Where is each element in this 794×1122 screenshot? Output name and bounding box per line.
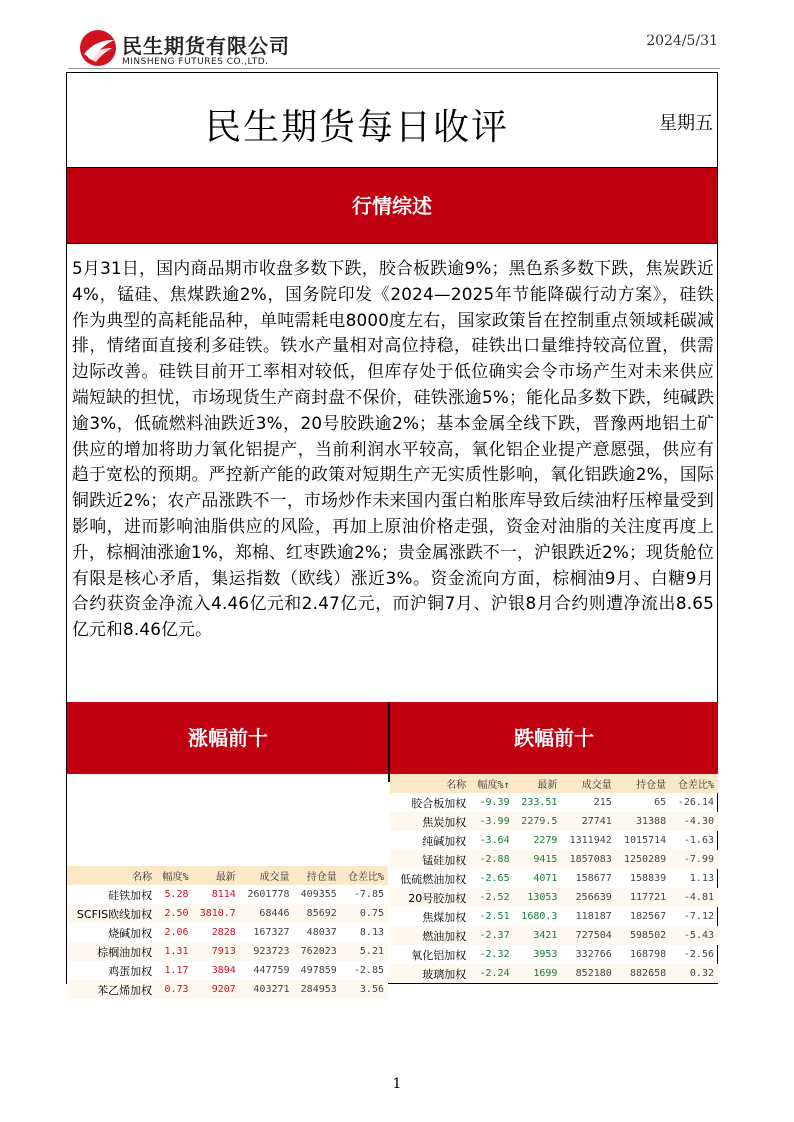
oi-change-pct: -26.14 xyxy=(677,797,714,808)
oi-change-pct: 0.32 xyxy=(670,964,718,983)
change-pct: 1.17 xyxy=(164,965,189,976)
latest-price: 1680.3 xyxy=(521,911,558,922)
open-interest: 409355 xyxy=(300,889,337,900)
volume: 1311942 xyxy=(569,835,612,846)
change-pct: 2.06 xyxy=(164,927,189,938)
change-pct: -2.24 xyxy=(470,964,513,983)
table-row[interactable] xyxy=(67,923,388,942)
table-row[interactable] xyxy=(390,869,718,888)
volume: 167327 xyxy=(253,927,290,938)
contract-name: 焦煤加权 xyxy=(422,910,467,924)
table-row[interactable] xyxy=(67,961,388,980)
latest-price: 2828 xyxy=(211,927,236,938)
latest-price: 3894 xyxy=(211,965,236,976)
latest-price: 3421 xyxy=(514,926,562,945)
latest-price: 9415 xyxy=(514,850,562,869)
column-header[interactable]: 仓差比% xyxy=(670,774,718,793)
gainers-table xyxy=(67,866,388,999)
latest-price: 7913 xyxy=(193,942,240,961)
table-row[interactable] xyxy=(390,793,718,812)
change-pct: -3.99 xyxy=(470,812,513,831)
change-pct: 1.31 xyxy=(156,942,192,961)
table-row[interactable] xyxy=(390,945,718,964)
change-pct: -3.64 xyxy=(479,835,510,846)
contract-name: 氧化铝加权 xyxy=(411,948,467,962)
column-divider xyxy=(388,702,390,782)
oi-change-pct: 3.56 xyxy=(341,980,388,999)
oi-change-pct: -5.43 xyxy=(670,926,718,945)
page-title: 民生期货每日收评 xyxy=(204,107,509,148)
overview-paragraph: 5月31日，国内商品期市收盘多数下跌，胶合板跌逾9%；黑色系多数下跌，焦炭跌近4%，锰硅、焦煤跌逾2%，国务院印发《2024—2025年节能降碳行动方案》，硅铁作为典型的高耗能品种，单吨需耗电8000度左右，国家政策旨在控制重点领域耗碳减排，情绪面直接利多硅铁。铁水产量相对高位持稳，硅铁出口量维持较高位置，供需边际改善。硅铁目前开工率相对较低，但库存处于低位确实会令市场产生对未来供应端短缺的担忧，市场现货生产商封盘不保价，硅铁涨逾5%；能化品多数下跌，纯碱跌逾3%，低硫燃料油跌近3%，20号胶跌逾2%；基本金属全线下跌，晋豫两地铝土矿供应的增加将助力氧化铝提产，当前利润水平较高，氧化铝企业提产意愿强，供应有趋于宽松的预期。严控新产能的政策对短期生产无实质性影响，氧化铝跌逾2%，国际铜跌近2%；农产品涨跌不一，市场炒作未来国内蛋白粕胀库导致后续油籽压榨量受到影响，进而影响油脂供应的风险，再加上原油价格走强，资金对油脂的关注度再度上升，棕榈油涨逾1%，郑棉、红枣跌逾2%；贵金属涨跌不一，沪银跌近2%；现货舱位有限是核心矛盾，集运指数（欧线）涨近3%。资金流向方面，棕榈油9月、白糖9月合约获资金净流入4.46亿元和2.47亿元，而沪铜7月、沪银8月合约则遭净流出8.65亿元和8.46亿元。 xyxy=(72,258,715,640)
oi-change-pct: -4.30 xyxy=(670,812,718,831)
losers-table xyxy=(390,774,718,983)
contract-name: 玻璃加权 xyxy=(390,964,470,983)
volume: 852180 xyxy=(561,964,615,983)
volume: 447759 xyxy=(253,965,290,976)
volume: 118187 xyxy=(575,911,612,922)
change-pct: -2.65 xyxy=(479,873,510,884)
latest-price: 9207 xyxy=(193,980,240,999)
table-row[interactable] xyxy=(390,831,718,850)
volume: 27741 xyxy=(561,812,615,831)
volume: 256639 xyxy=(561,888,615,907)
table-row[interactable] xyxy=(67,942,388,961)
latest-price: 3953 xyxy=(533,949,558,960)
contract-name: 锰硅加权 xyxy=(390,850,470,869)
open-interest: 158839 xyxy=(630,873,667,884)
losers-table-wrap xyxy=(390,774,718,982)
contract-name: 苯乙烯加权 xyxy=(67,980,156,999)
open-interest: 117721 xyxy=(616,888,670,907)
latest-price: 2279 xyxy=(533,835,558,846)
header-divider xyxy=(68,68,720,69)
open-interest: 762023 xyxy=(294,942,341,961)
oi-change-pct: -7.12 xyxy=(683,911,714,922)
table-row[interactable] xyxy=(390,888,718,907)
table-row[interactable] xyxy=(67,885,388,904)
oi-change-pct: 1.13 xyxy=(689,873,714,884)
change-pct: 5.28 xyxy=(164,889,189,900)
volume: 68446 xyxy=(240,904,294,923)
volume: 923723 xyxy=(240,942,294,961)
open-interest: 31388 xyxy=(616,812,670,831)
change-pct: -9.39 xyxy=(479,797,510,808)
contract-name: 纯碱加权 xyxy=(422,834,467,848)
page-header xyxy=(0,0,794,70)
open-interest: 882658 xyxy=(616,964,670,983)
latest-price: 4071 xyxy=(533,873,558,884)
latest-price: 233.51 xyxy=(521,797,558,808)
volume: 332766 xyxy=(575,949,612,960)
company-name-cn: 民生期货有限公司 xyxy=(122,34,290,58)
contract-name: 烧碱加权 xyxy=(108,926,153,940)
overview-heading: 行情综述 xyxy=(67,168,717,244)
latest-price: 3810.7 xyxy=(193,904,240,923)
open-interest: 1015714 xyxy=(623,835,667,846)
open-interest: 48037 xyxy=(306,927,337,938)
latest-price: 2279.5 xyxy=(514,812,562,831)
volume: 2601778 xyxy=(247,889,290,900)
contract-name: 棕榈油加权 xyxy=(67,942,156,961)
volume: 215 xyxy=(593,797,612,808)
column-header[interactable]: 成交量 xyxy=(240,866,294,885)
change-pct: -2.88 xyxy=(470,850,513,869)
open-interest: 168798 xyxy=(630,949,667,960)
column-header[interactable]: 最新 xyxy=(193,866,240,885)
oi-change-pct: 5.21 xyxy=(341,942,388,961)
open-interest: 65 xyxy=(654,797,667,808)
column-header[interactable]: 名称 xyxy=(390,774,470,793)
latest-price: 8114 xyxy=(211,889,236,900)
open-interest: 1250289 xyxy=(616,850,670,869)
report-date: 2024/5/31 xyxy=(646,33,718,49)
column-header[interactable]: 持仓量 xyxy=(616,774,670,793)
column-header[interactable]: 幅度% xyxy=(156,866,192,885)
title-row xyxy=(67,73,717,168)
table-row[interactable] xyxy=(390,926,718,945)
change-pct: -2.51 xyxy=(479,911,510,922)
gainers-heading: 涨幅前十 xyxy=(67,702,389,774)
volume: 1857083 xyxy=(561,850,615,869)
volume: 403271 xyxy=(240,980,294,999)
minsheng-logo-icon xyxy=(78,28,118,68)
change-pct: 2.50 xyxy=(156,904,192,923)
column-header[interactable]: 仓差比% xyxy=(341,866,388,885)
oi-change-pct: -7.99 xyxy=(670,850,718,869)
table-row[interactable] xyxy=(390,812,718,831)
oi-change-pct: -2.56 xyxy=(683,949,714,960)
table-row[interactable] xyxy=(390,850,718,869)
open-interest: 85692 xyxy=(294,904,341,923)
column-header[interactable]: 幅度%↑ xyxy=(470,774,513,793)
oi-change-pct: 8.13 xyxy=(359,927,384,938)
oi-change-pct: -7.85 xyxy=(353,889,384,900)
column-header[interactable]: 名称 xyxy=(67,866,156,885)
gainers-table-wrap xyxy=(67,866,388,997)
contract-name: 焦炭加权 xyxy=(390,812,470,831)
oi-change-pct: -1.63 xyxy=(683,835,714,846)
latest-price: 1699 xyxy=(514,964,562,983)
page-number: 1 xyxy=(392,1076,402,1092)
losers-heading: 跌幅前十 xyxy=(390,702,718,774)
contract-name: 燃油加权 xyxy=(390,926,470,945)
oi-change-pct: -4.81 xyxy=(670,888,718,907)
open-interest: 497859 xyxy=(300,965,337,976)
open-interest: 284953 xyxy=(294,980,341,999)
contract-name: 低硫燃油加权 xyxy=(400,872,467,886)
company-name-en: MINSHENG FUTURES CO.,LTD. xyxy=(122,57,269,67)
column-header[interactable]: 成交量 xyxy=(561,774,615,793)
change-pct: -2.37 xyxy=(470,926,513,945)
table-row[interactable] xyxy=(67,904,388,923)
open-interest: 598502 xyxy=(616,926,670,945)
volume: 727504 xyxy=(561,926,615,945)
change-pct: -2.52 xyxy=(470,888,513,907)
weekday-label: 星期五 xyxy=(659,113,713,134)
volume: 158677 xyxy=(575,873,612,884)
column-header[interactable]: 持仓量 xyxy=(294,866,341,885)
table-row[interactable] xyxy=(390,907,718,926)
latest-price: 13053 xyxy=(514,888,562,907)
column-header[interactable]: 最新 xyxy=(514,774,562,793)
contract-name: 硅铁加权 xyxy=(108,888,153,902)
contract-name: SCFIS欧线加权 xyxy=(67,904,156,923)
table-row[interactable] xyxy=(390,964,718,983)
change-pct: 0.73 xyxy=(156,980,192,999)
contract-name: 胶合板加权 xyxy=(411,796,467,810)
oi-change-pct: 0.75 xyxy=(341,904,388,923)
contract-name: 鸡蛋加权 xyxy=(108,964,153,978)
contract-name: 20号胶加权 xyxy=(390,888,470,907)
oi-change-pct: -2.85 xyxy=(353,965,384,976)
change-pct: -2.32 xyxy=(479,949,510,960)
table-row[interactable] xyxy=(67,980,388,999)
open-interest: 182567 xyxy=(630,911,667,922)
